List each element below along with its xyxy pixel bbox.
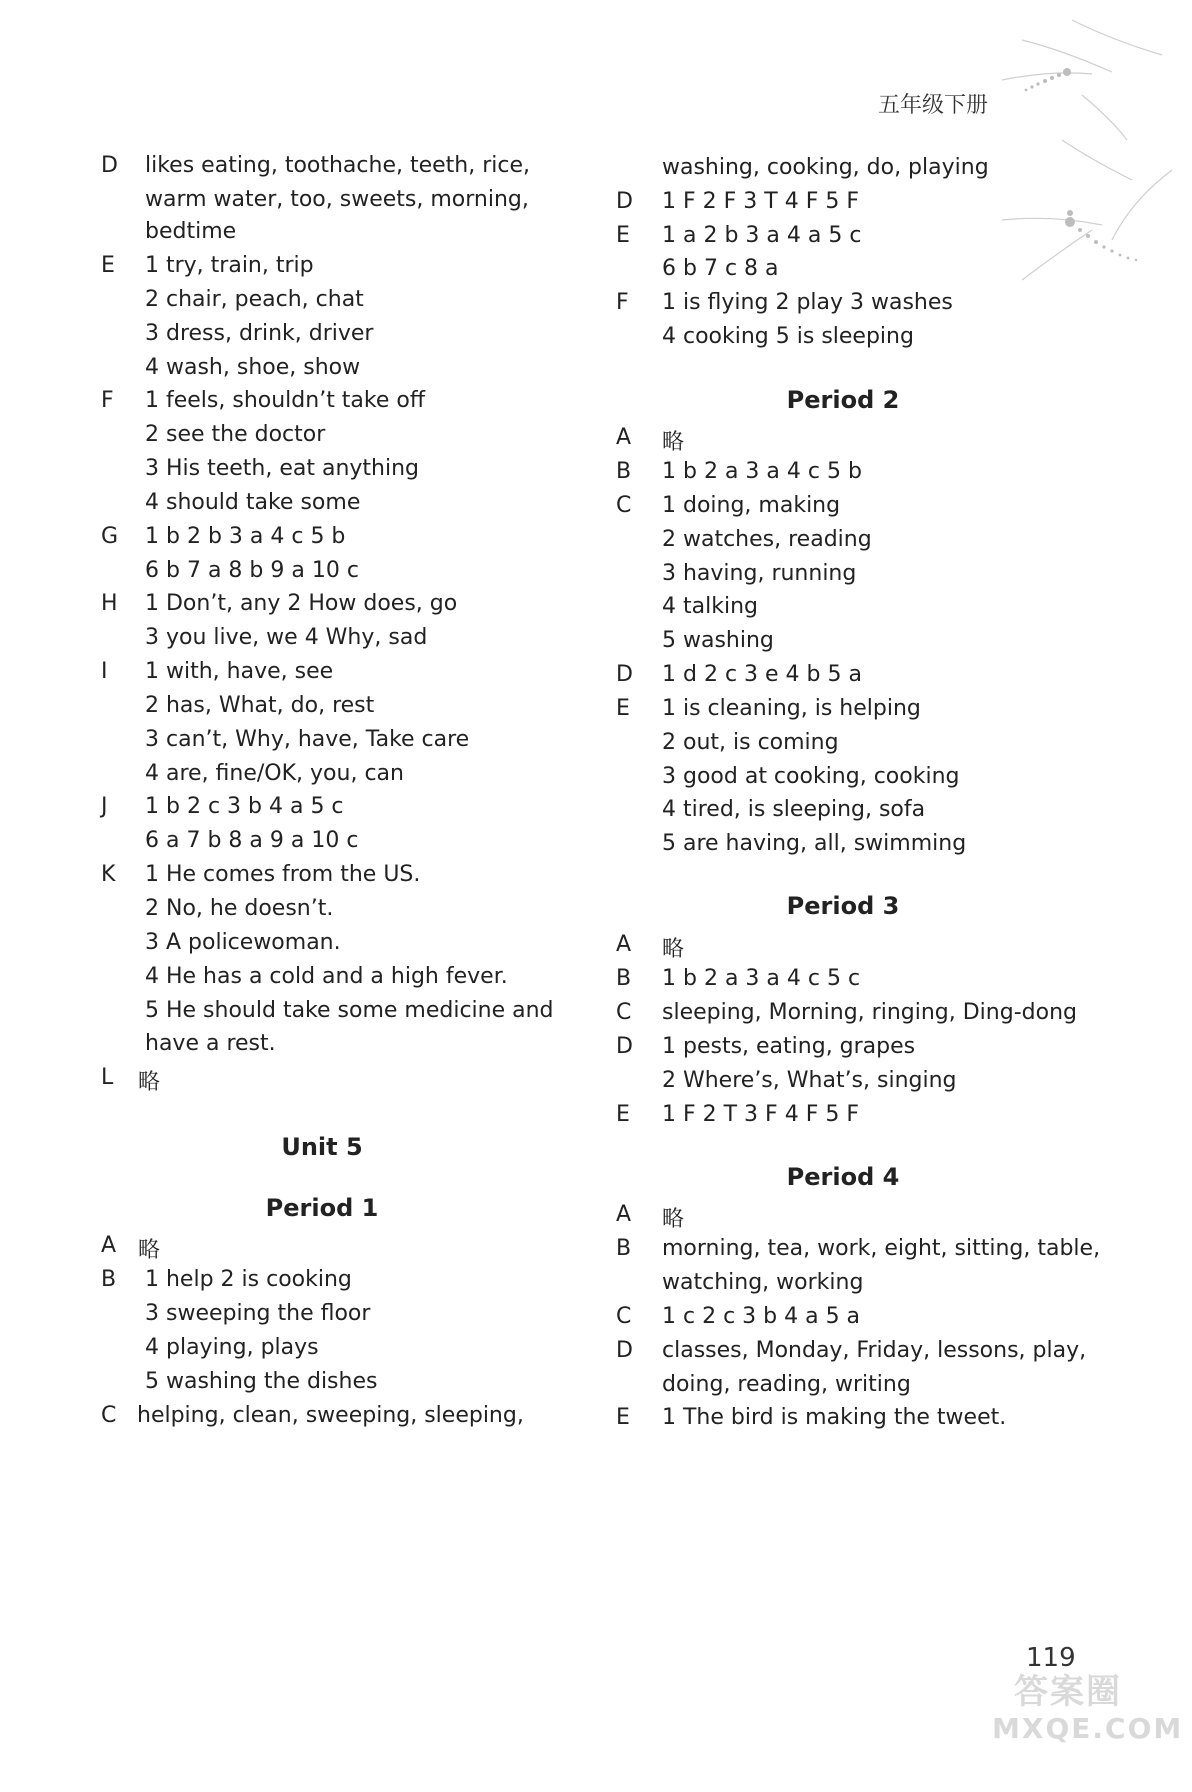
question-label: L bbox=[101, 1065, 114, 1090]
answer-line: 5 washing bbox=[662, 628, 774, 653]
question-label: A bbox=[101, 1233, 117, 1258]
answer-line: 5 are having, all, swimming bbox=[662, 831, 967, 856]
answer-line: 1 b 2 b 3 a 4 c 5 b bbox=[145, 524, 346, 549]
answer-line: bedtime bbox=[145, 219, 237, 244]
answer-line: 1 doing, making bbox=[662, 493, 841, 518]
answer-line: 4 cooking 5 is sleeping bbox=[662, 324, 914, 349]
answer-line: 4 He has a cold and a high fever. bbox=[145, 964, 508, 989]
answer-line: 1 b 2 a 3 a 4 c 5 b bbox=[662, 459, 862, 484]
question-label: E bbox=[616, 696, 630, 721]
answer-line: 略 bbox=[138, 1238, 161, 1263]
question-label: D bbox=[616, 1338, 633, 1363]
answer-line: 1 F 2 T 3 F 4 F 5 F bbox=[662, 1102, 859, 1127]
answer-line: washing, cooking, do, playing bbox=[662, 155, 989, 180]
answer-line: 1 is flying 2 play 3 washes bbox=[662, 290, 953, 315]
answer-line: doing, reading, writing bbox=[662, 1372, 911, 1397]
answer-line: 2 Where’s, What’s, singing bbox=[662, 1068, 957, 1093]
question-label: F bbox=[616, 290, 629, 315]
answer-line: 略 bbox=[662, 430, 685, 455]
question-label: D bbox=[101, 153, 118, 178]
question-label: C bbox=[616, 493, 632, 518]
question-label: E bbox=[616, 223, 630, 248]
question-label: B bbox=[101, 1267, 117, 1292]
answer-line: 3 having, running bbox=[662, 561, 857, 586]
question-label: B bbox=[616, 459, 632, 484]
dragonfly-illustration bbox=[962, 0, 1192, 320]
answer-line: 1 feels, shouldn’t take off bbox=[145, 388, 426, 413]
watermark-line-2: MXQE.COM bbox=[992, 1712, 1184, 1745]
section-heading: Period 2 bbox=[786, 386, 900, 414]
answer-line: 6 b 7 a 8 b 9 a 10 c bbox=[145, 558, 359, 583]
watermark-line-1: 答案圈 bbox=[1014, 1672, 1122, 1712]
answer-line: 1 F 2 F 3 T 4 F 5 F bbox=[662, 189, 859, 214]
section-heading: Unit 5 bbox=[281, 1133, 363, 1161]
question-label: D bbox=[616, 1034, 633, 1059]
answer-line: 略 bbox=[662, 937, 685, 962]
header-grade: 五年级下册 bbox=[878, 93, 989, 118]
answer-line: 4 tired, is sleeping, sofa bbox=[662, 797, 926, 822]
answer-line: 3 you live, we 4 Why, sad bbox=[145, 625, 428, 650]
answer-line: 1 with, have, see bbox=[145, 659, 334, 684]
answer-line: 5 washing the dishes bbox=[145, 1369, 378, 1394]
answer-line: 3 sweeping the floor bbox=[145, 1301, 371, 1326]
answer-line: 1 try, train, trip bbox=[145, 253, 314, 278]
question-label: B bbox=[616, 966, 632, 991]
answer-line: 4 should take some bbox=[145, 490, 361, 515]
question-label: A bbox=[616, 1202, 632, 1227]
answer-line: 2 No, he doesn’t. bbox=[145, 896, 334, 921]
answer-line: watching, working bbox=[662, 1270, 864, 1295]
question-label: K bbox=[101, 862, 116, 887]
answer-line: 5 He should take some medicine and bbox=[145, 998, 554, 1023]
answer-line: 6 a 7 b 8 a 9 a 10 c bbox=[145, 828, 359, 853]
page-number: 119 bbox=[1026, 1643, 1076, 1673]
answer-line: 略 bbox=[662, 1207, 685, 1232]
answer-line: sleeping, Morning, ringing, Ding-dong bbox=[662, 1000, 1077, 1025]
question-label: C bbox=[616, 1304, 632, 1329]
question-label: I bbox=[101, 659, 108, 684]
question-label: A bbox=[616, 425, 632, 450]
answer-line: 3 A policewoman. bbox=[145, 930, 341, 955]
answer-line: 3 good at cooking, cooking bbox=[662, 764, 960, 789]
question-label: E bbox=[101, 253, 115, 278]
question-label: C bbox=[616, 1000, 632, 1025]
answer-line: 3 can’t, Why, have, Take care bbox=[145, 727, 470, 752]
answer-line: likes eating, toothache, teeth, rice, bbox=[145, 153, 531, 178]
answer-line: 1 Don’t, any 2 How does, go bbox=[145, 591, 458, 616]
answer-line: 2 see the doctor bbox=[145, 422, 326, 447]
answer-line: 1 pests, eating, grapes bbox=[662, 1034, 916, 1059]
answer-line: have a rest. bbox=[145, 1031, 276, 1056]
section-heading: Period 4 bbox=[786, 1163, 900, 1191]
answer-line: 4 playing, plays bbox=[145, 1335, 319, 1360]
answer-line: 4 wash, shoe, show bbox=[145, 355, 361, 380]
answer-line: 1 c 2 c 3 b 4 a 5 a bbox=[662, 1304, 861, 1329]
answer-line: 1 d 2 c 3 e 4 b 5 a bbox=[662, 662, 862, 687]
answer-line: classes, Monday, Friday, lessons, play, bbox=[662, 1338, 1087, 1363]
question-label: D bbox=[616, 662, 633, 687]
answer-line: 3 His teeth, eat anything bbox=[145, 456, 420, 481]
answer-line: 1 He comes from the US. bbox=[145, 862, 421, 887]
question-label: A bbox=[616, 932, 632, 957]
question-label: E bbox=[616, 1102, 630, 1127]
answer-line: 4 talking bbox=[662, 594, 758, 619]
answer-line: 6 b 7 c 8 a bbox=[662, 256, 779, 281]
answer-line: 1 help 2 is cooking bbox=[145, 1267, 352, 1292]
question-label: B bbox=[616, 1236, 632, 1261]
answer-line: warm water, too, sweets, morning, bbox=[145, 187, 529, 212]
answer-line: 4 are, fine/OK, you, can bbox=[145, 761, 404, 786]
section-heading: Period 3 bbox=[786, 892, 900, 920]
answer-line: 3 dress, drink, driver bbox=[145, 321, 374, 346]
answer-line: 1 a 2 b 3 a 4 a 5 c bbox=[662, 223, 862, 248]
answer-line: 2 watches, reading bbox=[662, 527, 872, 552]
question-label: C bbox=[101, 1403, 117, 1428]
section-heading: Period 1 bbox=[265, 1194, 379, 1222]
answer-line: 1 is cleaning, is helping bbox=[662, 696, 921, 721]
question-label: J bbox=[101, 794, 108, 819]
answer-line: 1 b 2 c 3 b 4 a 5 c bbox=[145, 794, 344, 819]
question-label: E bbox=[616, 1405, 630, 1430]
question-label: G bbox=[101, 524, 119, 549]
question-label: D bbox=[616, 189, 633, 214]
answer-line: 略 bbox=[138, 1070, 161, 1095]
answer-line: 1 b 2 a 3 a 4 c 5 c bbox=[662, 966, 861, 991]
answer-line: morning, tea, work, eight, sitting, table, bbox=[662, 1236, 1101, 1261]
question-label: H bbox=[101, 591, 118, 616]
answer-line: 1 The bird is making the tweet. bbox=[662, 1405, 1007, 1430]
question-label: F bbox=[101, 388, 114, 413]
answer-line: 2 out, is coming bbox=[662, 730, 839, 755]
answer-line: helping, clean, sweeping, sleeping, bbox=[137, 1403, 524, 1428]
answer-line: 2 chair, peach, chat bbox=[145, 287, 364, 312]
answer-line: 2 has, What, do, rest bbox=[145, 693, 375, 718]
